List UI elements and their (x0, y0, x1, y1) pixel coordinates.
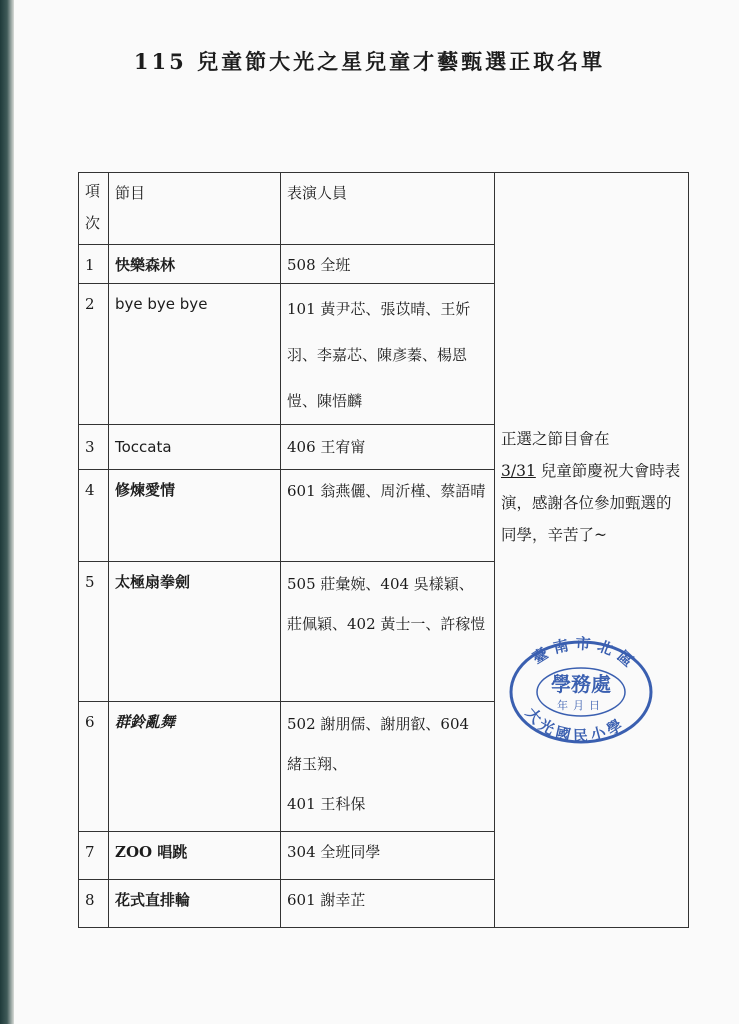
header-program: 節目 (109, 173, 281, 245)
row-performers: 508 全班 (281, 245, 495, 284)
note-line-start: 正選之節目會在 (501, 430, 610, 448)
row-num: 1 (79, 245, 109, 284)
document-title: 115 兒童節大光之星兒童才藝甄選正取名單 (133, 49, 606, 74)
row-num: 8 (79, 880, 109, 928)
row-program: bye bye bye (109, 284, 281, 425)
performer-line: 502 謝朋儒、謝朋叡、604 (287, 715, 470, 733)
row-program: 修煉愛情 (109, 470, 281, 562)
row-program: 花式直排輪 (109, 880, 281, 928)
row-performers: 406 王宥甯 (281, 425, 495, 470)
row-performers (281, 702, 495, 832)
performer-line: 緒玉翔、 (287, 755, 348, 773)
row-num: 7 (79, 832, 109, 880)
row-performers: 601 謝幸芷 (281, 880, 495, 928)
school-seal-stamp (506, 635, 656, 745)
seal-top-arc: 臺南市北區 (529, 635, 642, 675)
row-program: Toccata (109, 425, 281, 470)
note-text (501, 423, 683, 551)
note-date: 3/31 (501, 462, 536, 480)
row-program: 快樂森林 (109, 245, 281, 284)
row-program: 群鈴亂舞 (109, 702, 281, 832)
seal-center: 學務處 (551, 672, 611, 696)
row-performers: 601 翁燕儷、周沂槿、蔡語晴 (281, 470, 495, 562)
row-num: 6 (79, 702, 109, 832)
row-performers: 304 全班同學 (281, 832, 495, 880)
row-performers: 101 黃尹芯、張苡晴、王妡羽、李嘉芯、陳彥蓁、楊恩愷、陳悟麟 (281, 284, 495, 425)
page-edge (0, 0, 14, 1024)
row-program: ZOO 唱跳 (109, 832, 281, 880)
row-num: 4 (79, 470, 109, 562)
note-cell (495, 173, 689, 928)
row-num: 2 (79, 284, 109, 425)
performer-line: 401 王科保 (287, 795, 366, 813)
row-num: 5 (79, 562, 109, 702)
header-performers: 表演人員 (281, 173, 495, 245)
note-line-rest: 兒童節慶祝大會時表演，感謝各位參加甄選的同學，辛苦了~ (501, 462, 681, 544)
seal-bottom-arc: 大光國民小學 (521, 704, 630, 745)
seal-date-mark: 年月日 (557, 699, 605, 712)
roster-table (78, 172, 689, 928)
row-program: 太極扇拳劍 (109, 562, 281, 702)
header-num: 項次 (79, 173, 109, 245)
row-num: 3 (79, 425, 109, 470)
row-performers: 505 莊彙婉、404 吳樣穎、莊佩穎、402 黃士一、許稼愷 (281, 562, 495, 702)
table-header-row (79, 173, 689, 245)
